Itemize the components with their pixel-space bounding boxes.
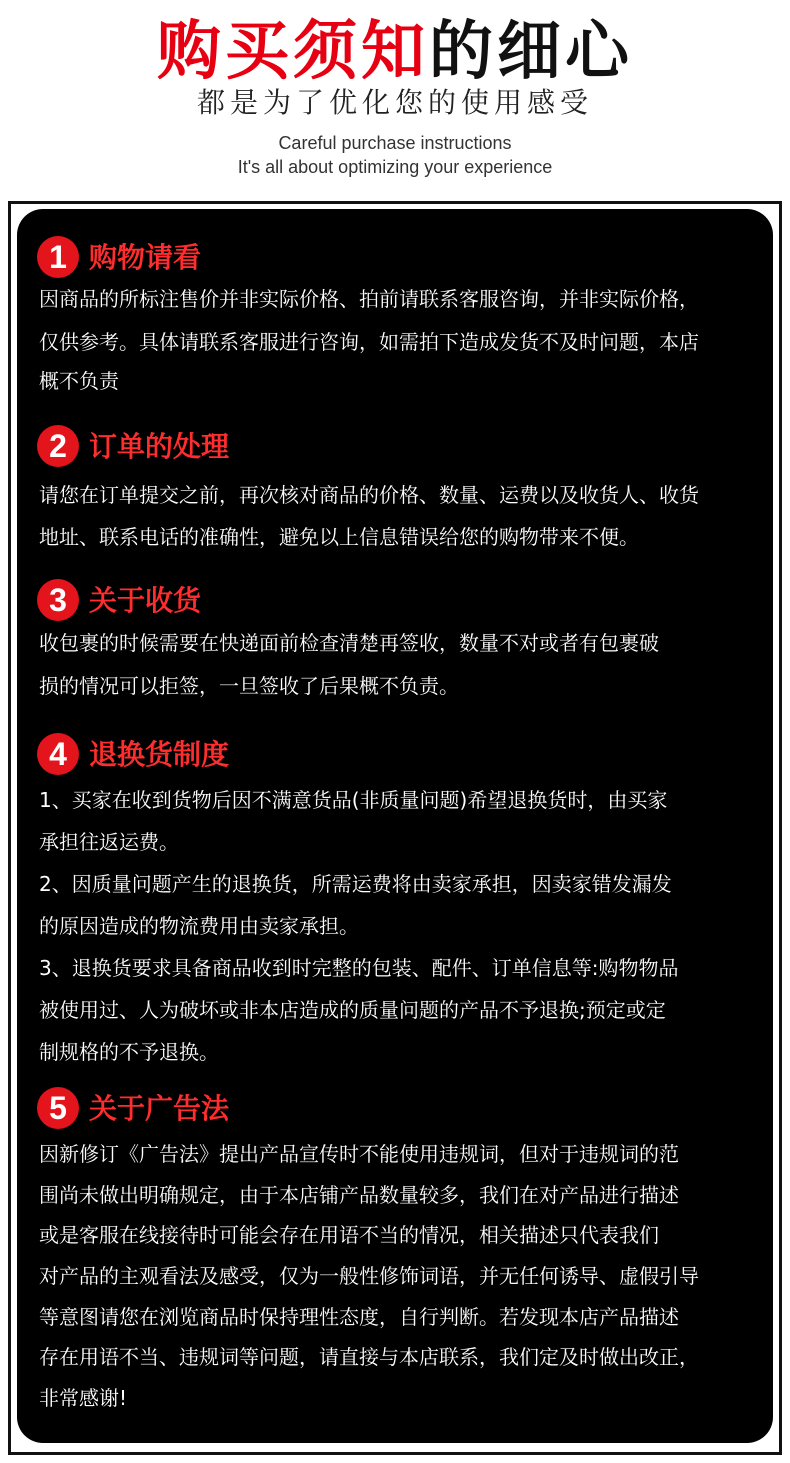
page-subtitle: 都是为了优化您的使用感受: [196, 86, 593, 119]
number-badge: 4: [37, 733, 79, 775]
section-text-line: 2、因质量问题产生的退换货，所需运费将由卖家承担，因卖家错发漏发: [39, 872, 672, 896]
section-text-line: 承担往返运费。: [39, 830, 179, 854]
number-badge: 3: [37, 579, 79, 621]
section-text-line: 3、退换货要求具备商品收到时完整的包装、配件、订单信息等:购物物品: [39, 956, 679, 980]
section-text-line: 请您在订单提交之前，再次核对商品的价格、数量、运费以及收货人、收货: [39, 483, 699, 507]
section-title: 订单的处理: [89, 430, 230, 463]
section-text-line: 因商品的所标注售价并非实际价格、拍前请联系客服咨询，并非实际价格，: [39, 287, 699, 311]
section-title: 关于广告法: [89, 1092, 230, 1125]
section-title: 退换货制度: [89, 738, 230, 771]
page-title: [0, 10, 790, 94]
section-text-line: 或是客服在线接待时可能会存在用语不当的情况，相关描述只代表我们: [39, 1223, 659, 1247]
english-subtitle-line-1: Careful purchase instructions: [278, 133, 512, 153]
section-text-line: 非常感谢!: [39, 1386, 128, 1410]
english-subtitle-line-2: It's all about optimizing your experience: [237, 157, 553, 177]
section-text-line: 概不负责: [39, 369, 119, 393]
section-title: 关于收货: [89, 584, 202, 617]
number-badge: 1: [37, 236, 79, 278]
section-text-line: 存在用语不当、违规词等问题，请直接与本店联系，我们定及时做出改正，: [39, 1345, 699, 1369]
section-text-line: 地址、联系电话的准确性，避免以上信息错误给您的购物带来不便。: [39, 525, 639, 549]
section-text-line: 损的情况可以拒签，一旦签收了后果概不负责。: [39, 674, 459, 698]
section-text-line: 收包裹的时候需要在快递面前检查清楚再签收，数量不对或者有包裹破: [39, 631, 659, 655]
section-text-line: 被使用过、人为破坏或非本店造成的质量问题的产品不予退换;预定或定: [39, 998, 666, 1022]
instructions-panel: [17, 209, 773, 1443]
section-title: 购物请看: [89, 241, 202, 274]
section-text-line: 制规格的不予退换。: [39, 1040, 219, 1064]
section-text-line: 等意图请您在浏览商品时保持理性态度，自行判断。若发现本店产品描述: [39, 1305, 679, 1329]
page-header: [0, 0, 790, 200]
title-red-part: 购买须知: [157, 15, 429, 89]
section-text-line: 对产品的主观看法及感受，仅为一般性修饰词语，并无任何诱导、虚假引导: [39, 1264, 699, 1288]
section-text-line: 的原因造成的物流费用由卖家承担。: [39, 914, 359, 938]
section-text-line: 仅供参考。具体请联系客服进行咨询，如需拍下造成发货不及时问题，本店: [39, 330, 699, 354]
section-text-line: 1、买家在收到货物后因不满意货品(非质量问题)希望退换货时，由买家: [39, 788, 668, 812]
number-badge: 5: [37, 1087, 79, 1129]
number-badge: 2: [37, 425, 79, 467]
title-black-part: 的细心: [429, 15, 633, 89]
section-text-line: 围尚未做出明确规定，由于本店铺产品数量较多，我们在对产品进行描述: [39, 1183, 679, 1207]
section-text-line: 因新修订《广告法》提出产品宣传时不能使用违规词，但对于违规词的范: [39, 1142, 679, 1166]
